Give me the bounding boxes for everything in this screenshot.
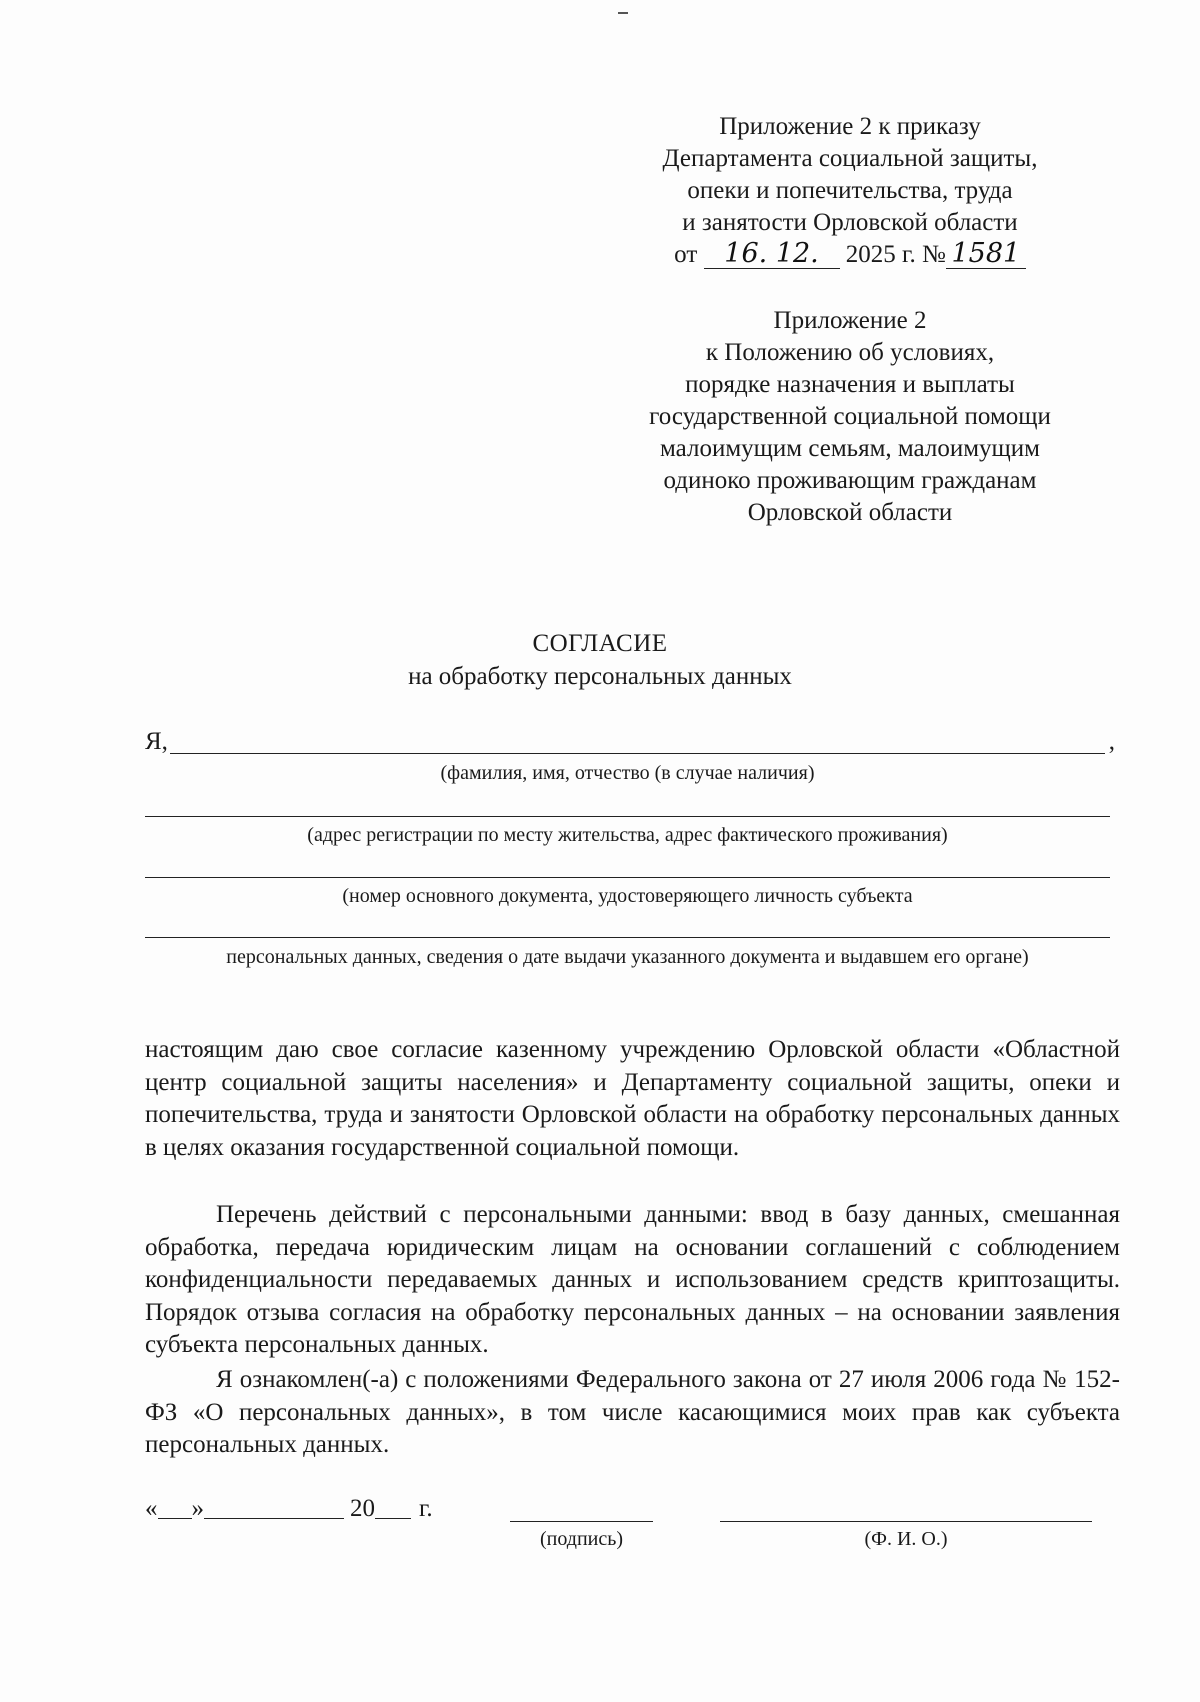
signature-caption: (подпись) — [539, 1528, 624, 1550]
name-caption: (фамилия, имя, отчество (в случае наличия) — [440, 762, 815, 784]
appendix-regulation-line: государственной социальной помощи — [649, 403, 1051, 430]
name-field-row — [145, 726, 1115, 758]
century-text: 20 — [350, 1495, 375, 1522]
appendix-order-line: Департамента социальной защиты, — [662, 145, 1038, 172]
date-close-quote: » — [191, 1495, 204, 1522]
date-prefix: от — [674, 241, 698, 268]
appendix-order-line: опеки и попечительства, труда — [687, 177, 1013, 204]
appendix-order-block — [600, 111, 1100, 271]
handwritten-date: 16. 12. — [704, 240, 840, 269]
document-subtitle: на обработку персональных данных — [408, 663, 792, 690]
document-title: СОГЛАСИЕ — [532, 630, 668, 657]
name-prefix: Я, — [145, 728, 168, 755]
appendix-regulation-block — [600, 305, 1100, 529]
month-field[interactable] — [204, 1494, 344, 1519]
address-field[interactable] — [145, 816, 1110, 817]
day-field[interactable] — [158, 1494, 192, 1519]
year-field[interactable] — [375, 1494, 411, 1519]
year-suffix: г. — [419, 1495, 433, 1522]
address-caption: (адрес регистрации по месту жительства, адрес фактического проживания) — [307, 824, 948, 846]
document-caption-2: персональных данных, сведения о дате выдачи указанного документа и выдавшем его органе) — [226, 946, 1029, 968]
document-field-1[interactable] — [145, 877, 1110, 878]
appendix-regulation-line: одиноко проживающим гражданам — [663, 467, 1037, 494]
appendix-regulation-line: порядке назначения и выплаты — [685, 371, 1015, 398]
scan-speck — [618, 12, 628, 14]
fio-caption: (Ф. И. О.) — [864, 1528, 948, 1550]
signature-row — [145, 1494, 1120, 1554]
appendix-regulation-line: малоимущим семьям, малоимущим — [660, 435, 1040, 462]
appendix-regulation-line: Приложение 2 — [773, 307, 927, 334]
name-suffix: , — [1108, 728, 1115, 755]
actions-paragraph: Перечень действий с персональными данными: ввод в базу данных, смешанная обработка, передача юридическим лицам на основании соглашений с соблюдением конфиденциальности передаваемых данных и использованием средств криптозащиты. Порядок отзыва согласия на обработку персональных данных – на основании заявления субъекта персональных данных. — [145, 1201, 1120, 1358]
name-field[interactable] — [170, 729, 1105, 754]
appendix-regulation-line: Орловской области — [747, 499, 953, 526]
appendix-order-line: Приложение 2 к приказу — [719, 113, 981, 140]
appendix-regulation-line: к Положению об условиях, — [705, 339, 995, 366]
fio-field[interactable] — [720, 1521, 1092, 1522]
appendix-order-line: и занятости Орловской области — [682, 209, 1018, 236]
date-open-quote: « — [145, 1495, 158, 1522]
handwritten-number: 1581 — [946, 240, 1026, 269]
document-caption-1: (номер основного документа, удостоверяющего личность субъекта — [342, 885, 913, 907]
document-field-2[interactable] — [145, 937, 1110, 938]
signature-field[interactable] — [510, 1521, 653, 1522]
consent-paragraph: настоящим даю свое согласие казенному учреждению Орловской области «Областной центр социальной защиты населения» и Департаменту социальной защиты, опеки и попечительства, труда и занятости Орловской области на обработку персональных данных в целях оказания государственной социальной помощи. — [145, 1036, 1120, 1161]
appendix-order-date-line — [600, 239, 1100, 271]
year-text: 2025 г. № — [845, 241, 946, 268]
acknowledgement-paragraph: Я ознакомлен(-а) с положениями Федерального закона от 27 июля 2006 года № 152-ФЗ «О персональных данных», в том числе касающимися моих прав как субъекта персональных данных. — [145, 1366, 1120, 1458]
signature-date — [145, 1494, 433, 1523]
